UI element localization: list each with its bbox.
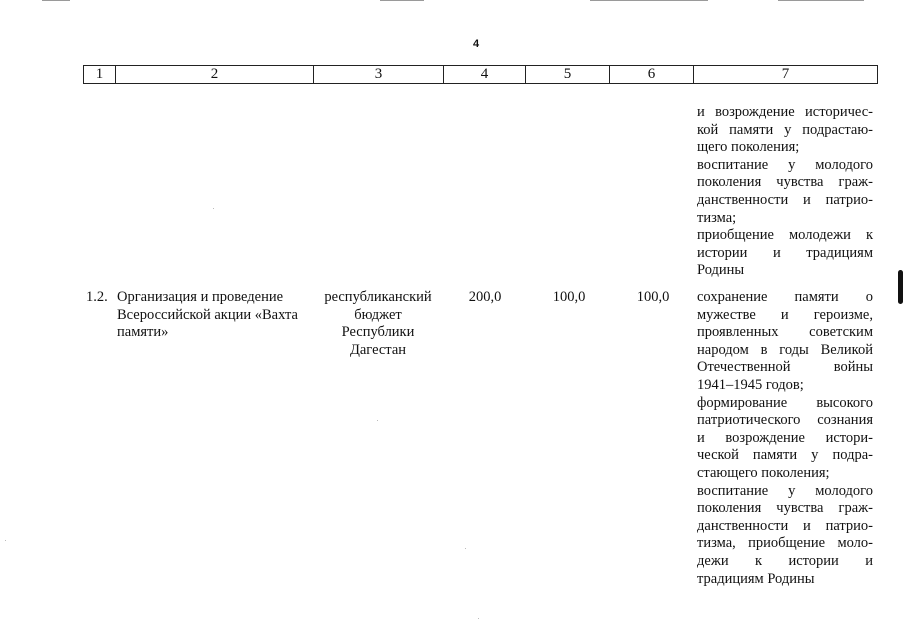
column-number-7: 7 — [781, 66, 790, 82]
amount-total: 200,0 — [468, 289, 502, 305]
scan-artifact-line — [590, 0, 708, 1]
amount-year-1: 100,0 — [552, 289, 586, 305]
binder-mark — [898, 270, 903, 304]
column-number-3: 3 — [314, 66, 444, 83]
expected-results-text: сохранение памяти о мужестве и героизме, проявленных советским народом в годы Великой Отечественной войны 1941–1945 годов; формирование высокого патриотического сознания и возрождение истори- ческой памяти у подра- стающего поколения; воспитание у молодого поколения чувства граж- данственности и патрио- тизма, приобщение моло- дежи к истории и традициям Родины — [697, 289, 873, 587]
row-number: 1.2. — [86, 289, 108, 305]
column-number-5: 5 — [526, 66, 610, 83]
scan-speck — [465, 548, 466, 549]
funding-source: республиканский бюджет Республики Дагестан — [324, 289, 432, 358]
scan-speck — [377, 420, 378, 421]
scan-speck — [5, 540, 6, 541]
scan-speck — [213, 208, 214, 209]
event-name: Организация и проведение Всероссийской акции «Вахта памяти» — [117, 289, 298, 341]
continuation-result-text: и возрождение историчес- кой памяти у подрастаю- щего поколения; воспитание у молодого поколения чувства граж- данственности и патрио- тизма; приобщение молодежи к истории и традициям Родины — [697, 104, 873, 279]
column-number-4: 4 — [444, 66, 526, 83]
table-column-numbers-row — [83, 65, 878, 84]
amount-year-2: 100,0 — [636, 289, 670, 305]
column-number-6: 6 — [610, 66, 694, 83]
column-number-1: 1 — [84, 66, 116, 83]
scan-artifact-line — [42, 0, 70, 1]
scan-artifact-line — [380, 0, 424, 1]
page-number: 4 — [472, 38, 480, 50]
scan-speck — [478, 618, 479, 619]
scan-artifact-line — [778, 0, 864, 1]
column-number-2: 2 — [116, 66, 314, 83]
